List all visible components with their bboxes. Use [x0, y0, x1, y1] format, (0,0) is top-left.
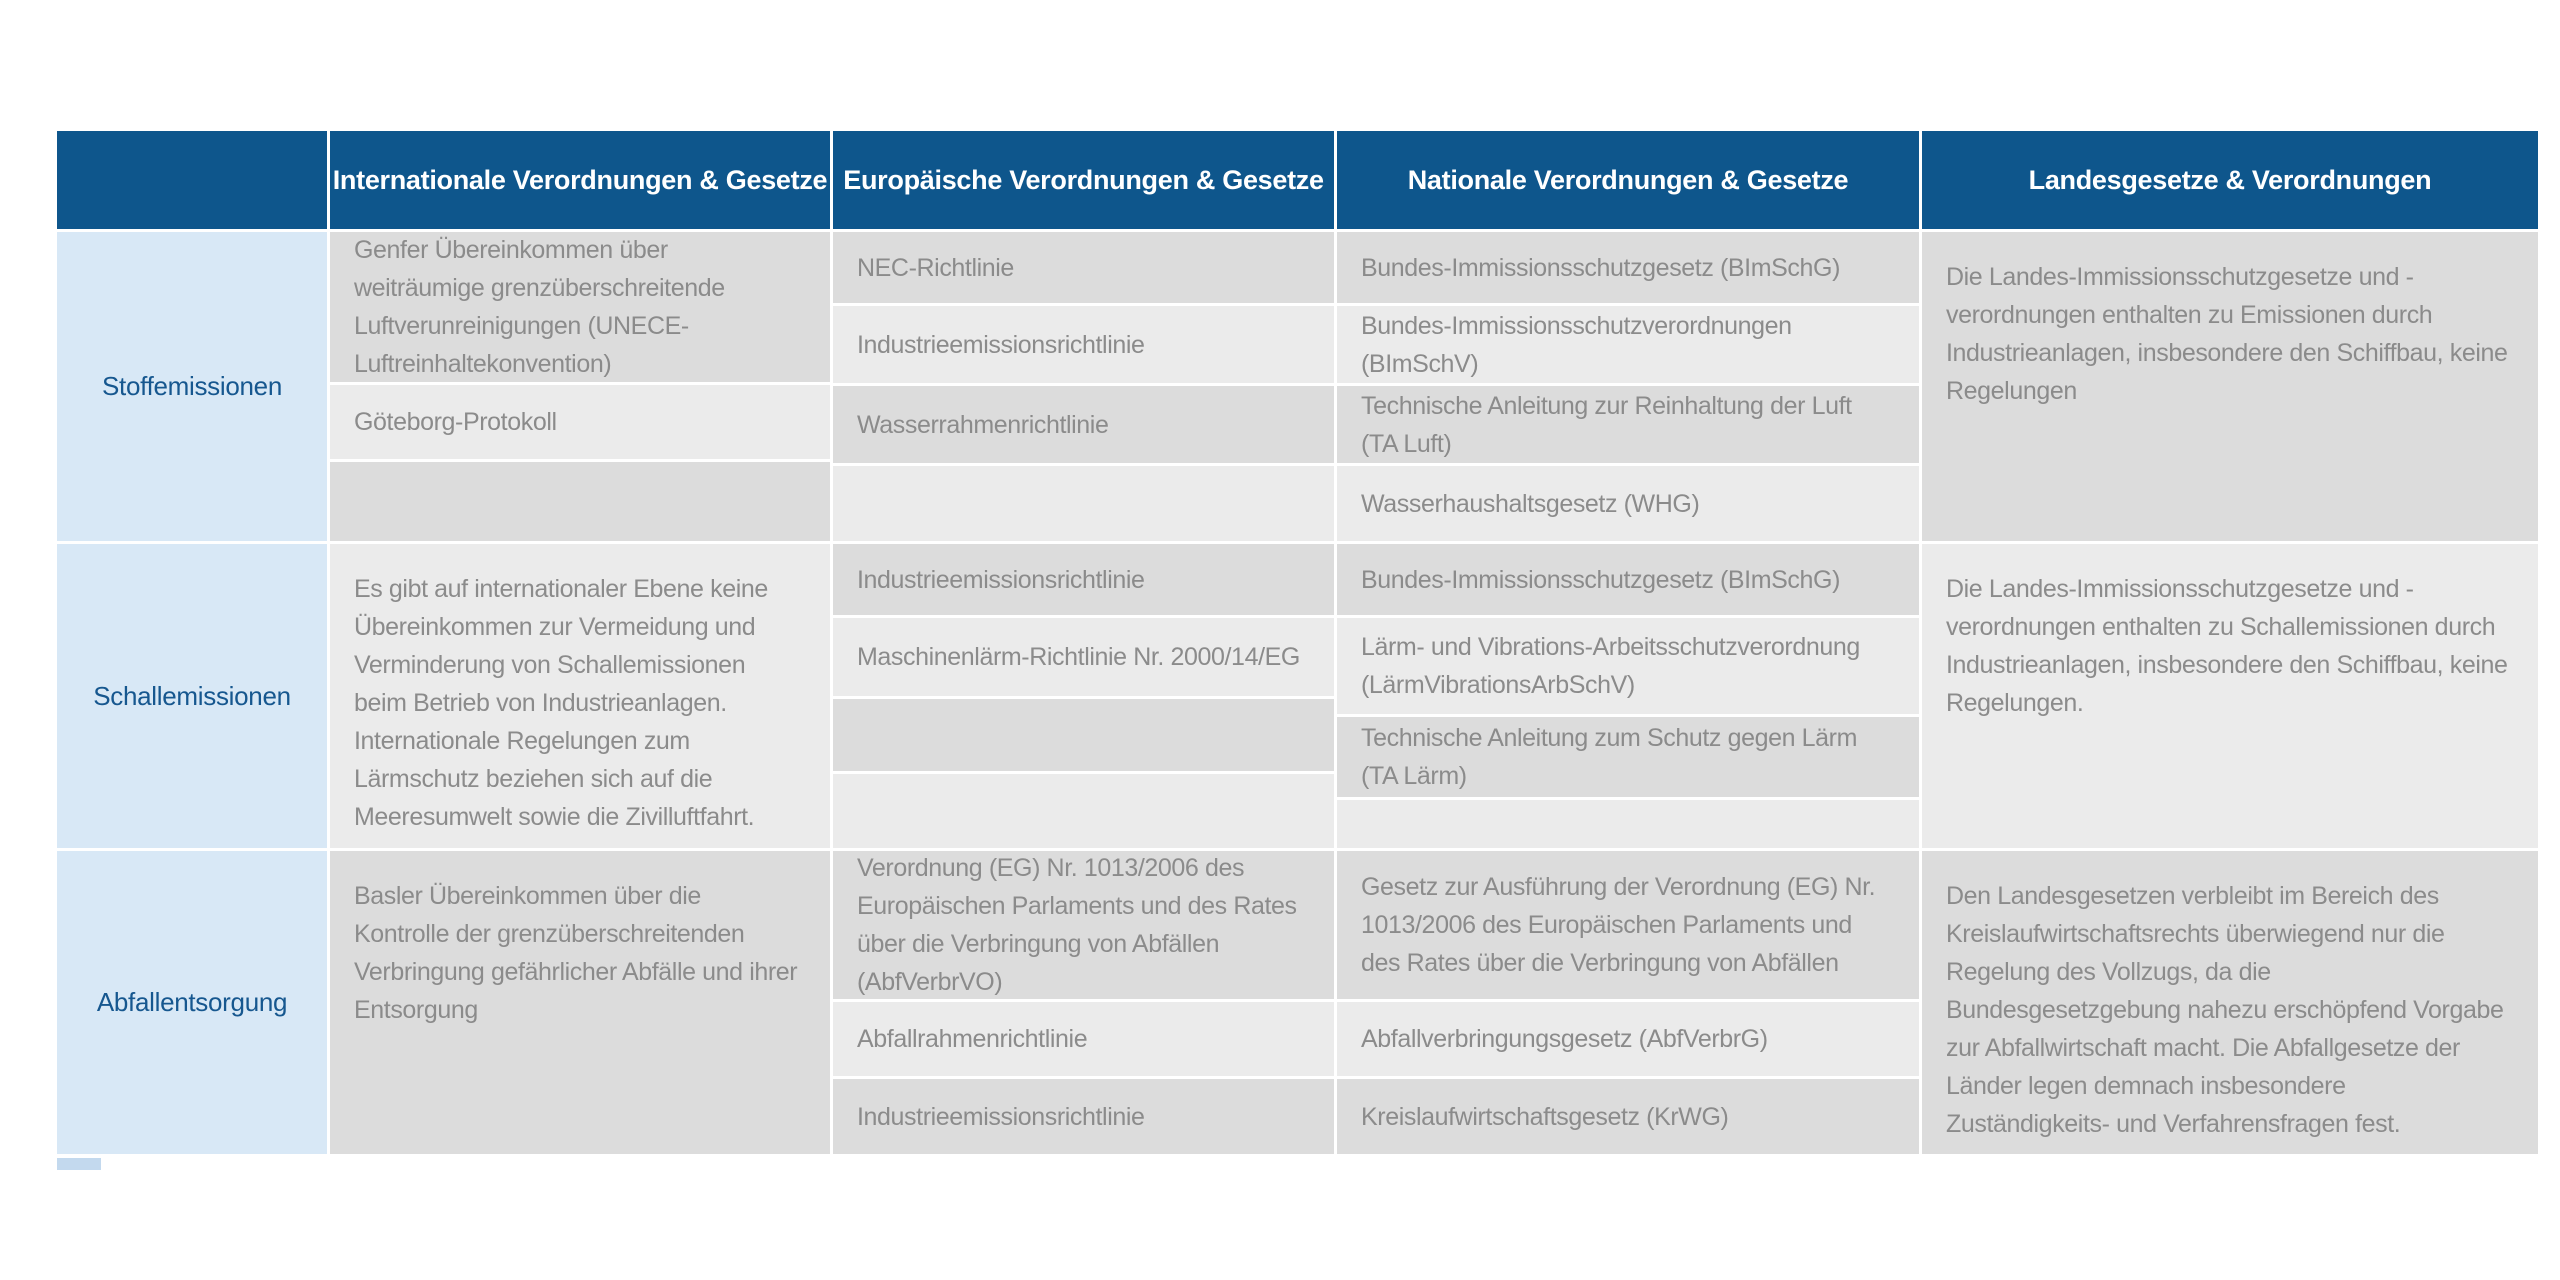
table-cell-empty [1337, 800, 1919, 848]
table-cell: Genfer Übereinkommen über weiträumige grenzüberschreitende Luftverunreinigungen (UNECE-Luftreinhaltekonvention) [330, 232, 830, 382]
column-header-european: Europäische Verordnungen & Gesetze [833, 131, 1334, 229]
cell-group-stoffemissionen-european [833, 232, 1334, 541]
table-cell: Bundes-Immissionsschutzverordnungen (BImSchV) [1337, 306, 1919, 383]
cell-group-stoffemissionen-international [330, 232, 830, 541]
column-header-national: Nationale Verordnungen & Gesetze [1337, 131, 1919, 229]
table-cell: NEC-Richtlinie [833, 232, 1334, 303]
table-cell: Basler Übereinkommen über die Kontrolle der grenzüberschreitenden Verbringung gefährlicher Abfälle und ihrer Entsorgung [330, 851, 830, 1154]
table-cell: Wasserhaushaltsgesetz (WHG) [1337, 466, 1919, 541]
table-cell: Maschinenlärm-Richtlinie Nr. 2000/14/EG [833, 618, 1334, 696]
regulations-table [57, 131, 2538, 1154]
cell-group-abfallentsorgung-national [1337, 851, 1919, 1154]
table-cell-empty [833, 466, 1334, 541]
table-cell: Göteborg-Protokoll [330, 385, 830, 459]
table-cell: Lärm- und Vibrations-Arbeitsschutzverordnung (LärmVibrationsArbSchV) [1337, 618, 1919, 714]
table-cell: Wasserrahmenrichtlinie [833, 386, 1334, 463]
table-cell: Technische Anleitung zum Schutz gegen Lärm (TA Lärm) [1337, 717, 1919, 797]
table-cell: Abfallrahmenrichtlinie [833, 1002, 1334, 1076]
row-label-schallemissionen: Schallemissionen [57, 544, 327, 848]
table-cell: Abfallverbringungsgesetz (AbfVerbrG) [1337, 1002, 1919, 1076]
cell-group-schallemissionen-european [833, 544, 1334, 848]
table-cell: Gesetz zur Ausführung der Verordnung (EG) Nr. 1013/2006 des Europäischen Parlaments und des Rates über die Verbringung von Abfällen [1337, 851, 1919, 999]
cell-group-schallemissionen-international [330, 544, 830, 848]
cell-group-stoffemissionen-national [1337, 232, 1919, 541]
column-header-international: Internationale Verordnungen & Gesetze [330, 131, 830, 229]
table-cell: Verordnung (EG) Nr. 1013/2006 des Europäischen Parlaments und des Rates über die Verbringung von Abfällen (AbfVerbrVO) [833, 851, 1334, 999]
row-label-abfallentsorgung: Abfallentsorgung [57, 851, 327, 1154]
table-cell: Technische Anleitung zur Reinhaltung der Luft (TA Luft) [1337, 386, 1919, 463]
table-cell-empty [833, 774, 1334, 848]
cell-group-abfallentsorgung-european [833, 851, 1334, 1154]
table-cell: Die Landes-Immissionsschutzgesetze und -verordnungen enthalten zu Schallemissionen durch Industrieanlagen, insbesondere den Schiffbau, keine Regelungen. [1922, 544, 2538, 848]
table-cell: Bundes-Immissionsschutzgesetz (BImSchG) [1337, 232, 1919, 303]
cell-group-schallemissionen-national [1337, 544, 1919, 848]
table-cell: Kreislaufwirtschaftsgesetz (KrWG) [1337, 1079, 1919, 1154]
table-cell: Industrieemissionsrichtlinie [833, 544, 1334, 615]
table-cell: Es gibt auf internationaler Ebene keine Übereinkommen zur Vermeidung und Verminderung von Schallemissionen beim Betrieb von Industrieanlagen. Internationale Regelungen zum Lärmschutz beziehen sich auf die Meeresumwelt sowie die Zivilluftfahrt. [330, 544, 830, 848]
table-cell: Industrieemissionsrichtlinie [833, 306, 1334, 383]
cell-group-abfallentsorgung-international [330, 851, 830, 1154]
bottom-accent-bar [57, 1158, 101, 1170]
row-label-stoffemissionen: Stoffemissionen [57, 232, 327, 541]
table-cell: Bundes-Immissionsschutzgesetz (BImSchG) [1337, 544, 1919, 615]
cell-group-stoffemissionen-state [1922, 232, 2538, 541]
cell-group-abfallentsorgung-state [1922, 851, 2538, 1154]
table-cell-empty [330, 462, 830, 541]
table-cell-empty [833, 699, 1334, 771]
table-cell: Industrieemissionsrichtlinie [833, 1079, 1334, 1154]
column-header-state: Landesgesetze & Verordnungen [1922, 131, 2538, 229]
cell-group-schallemissionen-state [1922, 544, 2538, 848]
header-corner-cell [57, 131, 327, 229]
table-cell: Den Landesgesetzen verbleibt im Bereich des Kreislaufwirtschaftsrechts überwiegend nur die Regelung des Vollzugs, da die Bundesgesetzgebung nahezu erschöpfend Vorgabe zur Abfallwirtschaft macht. Die Abfallgesetze der Länder legen demnach insbesondere Zuständigkeits- und Verfahrensfragen fest. [1922, 851, 2538, 1154]
table-cell: Die Landes-Immissionsschutzgesetze und -verordnungen enthalten zu Emissionen durch Industrieanlagen, insbesondere den Schiffbau, keine Regelungen [1922, 232, 2538, 541]
